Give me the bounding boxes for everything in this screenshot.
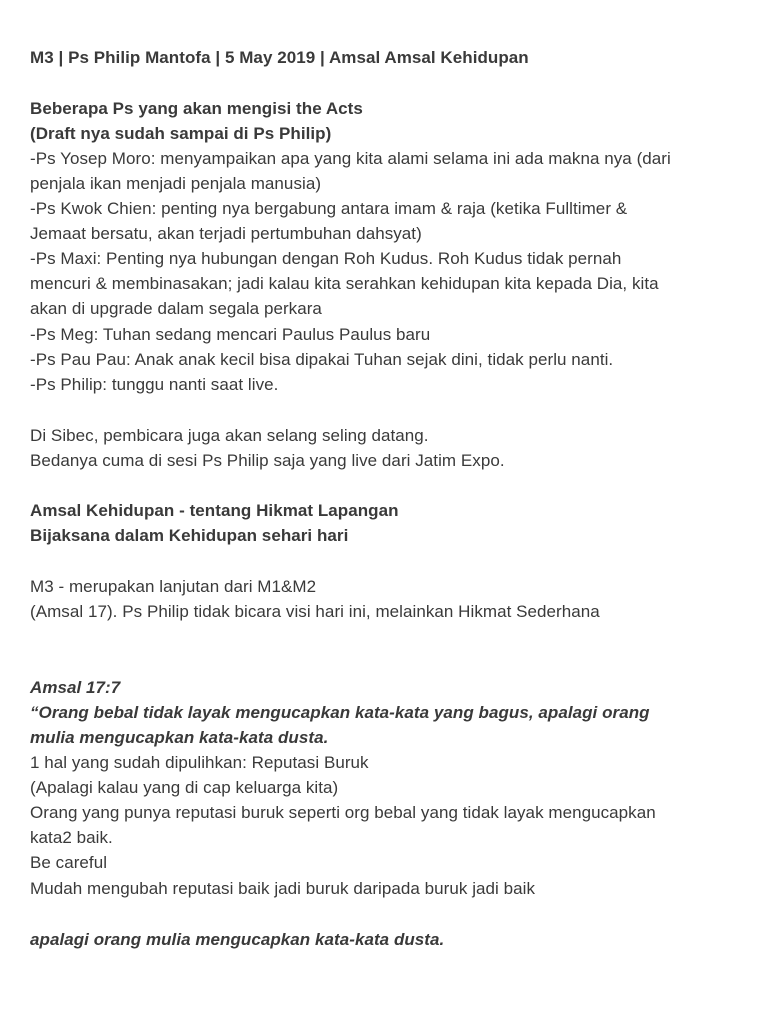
speaker-line: mencuri & membinasakan; jadi kalau kita serahkan kehidupan kita kepada Dia, kita (30, 274, 659, 293)
speakers-subheading: (Draft nya sudah sampai di Ps Philip) (30, 124, 332, 143)
topic-subtitle: Bijaksana dalam Kehidupan sehari hari (30, 526, 349, 545)
closing-line: apalagi orang mulia mengucapkan kata-kata dusta. (30, 930, 445, 949)
point-line: (Apalagi kalau yang di cap keluarga kita) (30, 778, 339, 797)
verse-line: mulia mengucapkan kata-kata dusta. (30, 728, 329, 747)
speaker-line: Jemaat bersatu, akan terjadi pertumbuhan dahsyat) (30, 224, 422, 243)
speaker-line: -Ps Meg: Tuhan sedang mencari Paulus Paulus baru (30, 325, 431, 344)
point-line: Orang yang punya reputasi buruk seperti org bebal yang tidak layak mengucapkan (30, 803, 656, 822)
point-line: Be careful (30, 853, 108, 872)
speaker-line: -Ps Pau Pau: Anak anak kecil bisa dipakai Tuhan sejak dini, tidak perlu nanti. (30, 350, 614, 369)
sibec-line: Di Sibec, pembicara juga akan selang seling datang. (30, 426, 429, 445)
sibec-line: Bedanya cuma di sesi Ps Philip saja yang live dari Jatim Expo. (30, 451, 505, 470)
verse-line: “Orang bebal tidak layak mengucapkan kata-kata yang bagus, apalagi orang (30, 703, 650, 722)
speaker-line: -Ps Maxi: Penting nya hubungan dengan Roh Kudus. Roh Kudus tidak pernah (30, 249, 622, 268)
speaker-line: -Ps Philip: tunggu nanti saat live. (30, 375, 279, 394)
note-header: M3 | Ps Philip Mantofa | 5 May 2019 | Amsal Amsal Kehidupan (30, 48, 529, 67)
speaker-line: penjala ikan menjadi penjala manusia) (30, 174, 322, 193)
point-line: Mudah mengubah reputasi baik jadi buruk daripada buruk jadi baik (30, 879, 536, 898)
speaker-line: -Ps Kwok Chien: penting nya bergabung antara imam & raja (ketika Fulltimer & (30, 199, 628, 218)
point-line: 1 hal yang sudah dipulihkan: Reputasi Buruk (30, 753, 369, 772)
point-line: kata2 baik. (30, 828, 113, 847)
m3-line: M3 - merupakan lanjutan dari M1&M2 (30, 577, 317, 596)
verse-reference: Amsal 17:7 (30, 678, 121, 697)
speaker-line: -Ps Yosep Moro: menyampaikan apa yang kita alami selama ini ada makna nya (dari (30, 149, 671, 168)
m3-line: (Amsal 17). Ps Philip tidak bicara visi hari ini, melainkan Hikmat Sederhana (30, 602, 600, 621)
speakers-heading: Beberapa Ps yang akan mengisi the Acts (30, 99, 363, 118)
topic-title: Amsal Kehidupan - tentang Hikmat Lapangan (30, 501, 399, 520)
speaker-line: akan di upgrade dalam segala perkara (30, 299, 322, 318)
